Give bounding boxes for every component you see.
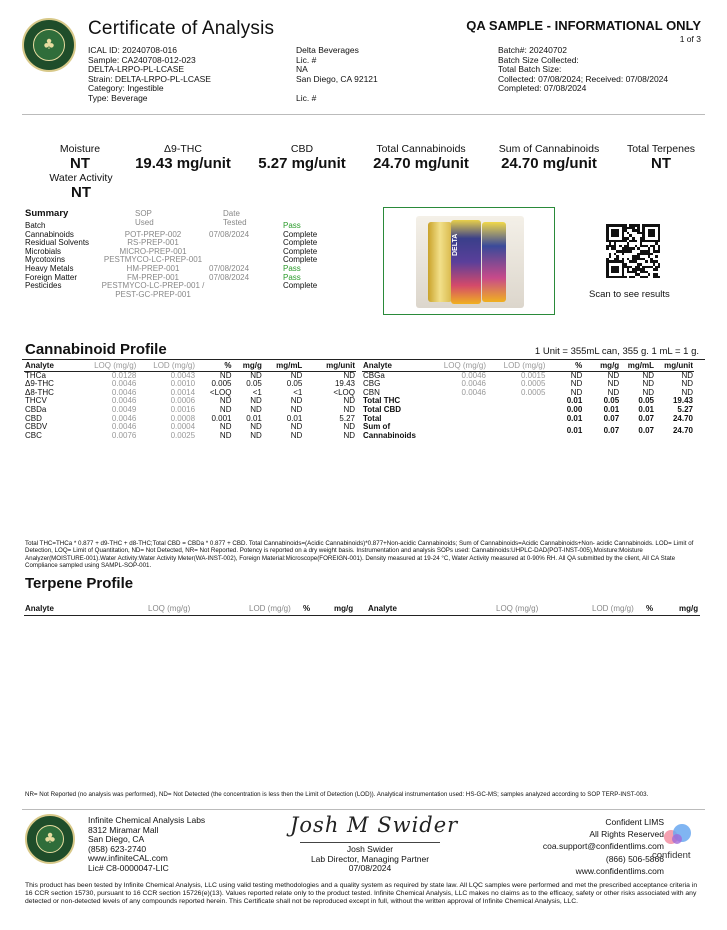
cell-mg-ml: ND — [290, 404, 303, 414]
document-title: Certificate of Analysis — [88, 18, 275, 39]
signer-info — [290, 845, 450, 874]
summary-result: Complete — [283, 255, 318, 265]
col-mg-g: mg/g — [583, 362, 620, 371]
can-image — [451, 220, 481, 304]
summary-result: Complete — [283, 281, 318, 291]
cell-mg-unit: 19.43 — [672, 396, 693, 406]
metric-value: NT — [71, 184, 91, 201]
cell-mg-ml: ND — [290, 396, 303, 406]
cell-mg-unit: ND — [681, 379, 693, 389]
cell-loq: 0.0046 — [111, 396, 137, 406]
col-mg-g-2: mg/g — [679, 604, 699, 613]
cell-mg-g: 0.05 — [603, 396, 620, 406]
summary-col-sop: SOP Used — [135, 209, 154, 227]
cell-lod: 0.0005 — [520, 379, 546, 389]
can-image — [482, 222, 506, 302]
summary-test-name: Pesticides — [25, 281, 62, 291]
client-blank — [296, 84, 486, 94]
summary-date: 07/08/2024 — [209, 272, 250, 282]
cell-percent: ND — [570, 379, 583, 389]
summary-sop: FM-PREP-001 — [126, 272, 179, 282]
col-percent: % — [196, 362, 232, 371]
lab-license: Lic# C8-0000047-LIC — [88, 862, 169, 873]
summary-test-name: Foreign Matter — [25, 272, 78, 282]
col-percent: % — [546, 362, 583, 371]
cell-mg-unit: ND — [343, 422, 355, 432]
cell-lod: 0.0010 — [170, 379, 196, 389]
col-analyte-2: Analyte — [368, 604, 397, 613]
batch-size-collected: Batch Size Collected: — [498, 54, 579, 65]
metric-value: NT — [651, 155, 671, 172]
cannabinoid-profile-title: Cannabinoid Profile — [25, 341, 167, 358]
col-mg-ml: mg/mL — [263, 362, 303, 371]
cell-analyte: CBC — [25, 430, 42, 440]
cell-lod — [487, 406, 546, 415]
cell-mg-ml: ND — [290, 430, 303, 440]
cell-mg-unit: ND — [343, 404, 355, 414]
metric-water-activity — [36, 172, 126, 201]
col-lod: LOD (mg/g) — [249, 604, 291, 613]
summary-sop: MICRO-PREP-001 — [119, 246, 187, 256]
cell-analyte: CBGa — [363, 370, 385, 380]
cell-mg-ml: ND — [642, 379, 654, 389]
metric-total-terpenes — [618, 143, 704, 172]
cell-lod: 0.0015 — [520, 370, 546, 380]
col-loq: LOQ (mg/g) — [148, 604, 191, 613]
metric-d9thc — [123, 143, 243, 172]
signature: Josh M Swider — [290, 813, 459, 837]
summary-sop: PESTMYCO-LC-PREP-001 — [103, 255, 203, 265]
cell-mg-unit: 5.27 — [677, 404, 693, 414]
cell-loq — [428, 423, 487, 440]
col-loq: LOQ (mg/g) — [85, 362, 138, 371]
cell-loq: 0.0046 — [461, 379, 486, 389]
metric-value: 5.27 mg/unit — [258, 155, 346, 172]
lims-name: Confident LIMS — [605, 817, 664, 827]
lims-website[interactable]: www.confidentlims.com — [575, 865, 664, 876]
cell-loq: 0.0076 — [111, 430, 137, 440]
metric-value: 24.70 mg/unit — [501, 155, 597, 172]
cell-lod — [487, 415, 546, 424]
cell-lod: 0.0025 — [170, 430, 196, 440]
summary-row — [25, 282, 325, 299]
cell-loq — [428, 406, 487, 415]
col-mg-g: mg/g — [334, 604, 354, 613]
cell-mg-unit: <LOQ — [333, 387, 355, 397]
summary-result: Complete — [283, 229, 318, 239]
cell-mg-ml: 0.01 — [638, 404, 654, 414]
table-header — [362, 362, 694, 371]
cell-mg-ml: 0.05 — [638, 396, 654, 406]
cell-loq: 0.0046 — [461, 387, 486, 397]
summary-sop: POT-PREP-002 — [124, 229, 182, 239]
cell-percent: ND — [219, 396, 232, 406]
sample-info-col1 — [88, 46, 288, 104]
client-name: Delta Beverages — [296, 45, 359, 55]
lab-city: San Diego, CA — [88, 834, 145, 845]
cell-percent: <LOQ — [209, 387, 232, 397]
col-mg-unit: mg/unit — [303, 362, 356, 371]
metric-value: 19.43 mg/unit — [135, 155, 231, 172]
col-lod: LOD (mg/g) — [137, 362, 196, 371]
cell-lod: 0.0008 — [170, 413, 196, 423]
summary-test-name: Batch — [25, 221, 46, 230]
cell-mg-unit: ND — [681, 370, 693, 380]
cell-mg-g: ND — [607, 379, 620, 389]
table-header — [24, 362, 356, 371]
metric-sum-cannabinoids — [488, 143, 610, 172]
summary-title: Summary — [25, 208, 69, 219]
summary-rows — [25, 222, 365, 299]
summary-test-name: Residual Solvents — [25, 238, 90, 248]
cell-mg-unit: ND — [343, 430, 355, 440]
cell-mg-g: ND — [250, 430, 262, 440]
total-batch-size: Total Batch Size: — [498, 64, 562, 75]
cell-mg-unit: ND — [343, 370, 355, 380]
client-license: Lic. # — [296, 54, 317, 65]
cell-mg-g: 0.01 — [246, 413, 262, 423]
cell-analyte: CBD — [25, 413, 42, 423]
sample-id: Sample: CA240708-012-023 — [88, 54, 196, 65]
ical-id: ICAL ID: 20240708-016 — [88, 45, 177, 55]
cell-lod: 0.0014 — [170, 387, 196, 397]
footer-divider — [22, 809, 705, 810]
cell-mg-g: <1 — [252, 387, 262, 397]
summary-result: Pass — [283, 221, 301, 230]
table-row — [362, 415, 694, 424]
cell-loq: 0.0128 — [111, 370, 137, 380]
unit-note: 1 Unit = 355mL can, 355 g. 1 mL = 1 g. — [534, 346, 699, 357]
terpene-footnote: NR= Not Reported (no analysis was performed), ND= Not Detected (the concentration is less then the Limit of Detection (LOD)). Analytical instrumentation used: HS-GC-MS; samples analyzed according to SOP TERP-INST-003. — [25, 791, 649, 798]
confident-logo-text: confident — [652, 850, 691, 861]
footer-lab-info — [88, 816, 268, 874]
signer-name: Josh Swider — [346, 844, 394, 854]
cell-loq: 0.0049 — [111, 404, 137, 414]
cell-percent: ND — [219, 370, 232, 380]
qr-code[interactable] — [606, 224, 660, 278]
tree-icon: ♣ — [43, 831, 57, 847]
signer-title: Lab Director, Managing Partner — [310, 853, 430, 864]
col-percent-2: % — [646, 604, 654, 613]
table-row — [24, 432, 356, 441]
cannabinoid-table-left — [24, 362, 356, 440]
cell-mg-g: ND — [250, 404, 262, 414]
cell-analyte: Δ9-THC — [25, 379, 54, 389]
cell-lod: 0.0006 — [170, 396, 196, 406]
cell-percent: ND — [570, 387, 583, 397]
col-analyte: Analyte — [24, 362, 85, 371]
summary-sop: RS-PREP-001 — [127, 238, 179, 248]
cannabinoid-divider — [22, 359, 705, 360]
cell-percent: ND — [219, 404, 232, 414]
cell-analyte: CBDa — [25, 404, 47, 414]
can-image — [428, 222, 452, 302]
cell-percent: 0.001 — [211, 413, 232, 423]
lims-phone: (866) 506-5866 — [605, 853, 664, 864]
cell-mg-ml: 0.05 — [286, 379, 303, 389]
summary-test-name: Cannabinoids — [25, 229, 74, 239]
col-lod: LOD (mg/g) — [487, 362, 546, 371]
cell-analyte: Sum of Cannabinoids — [363, 422, 416, 440]
metric-label: Water Activity — [49, 172, 113, 184]
cell-mg-unit: 5.27 — [339, 413, 355, 423]
terpene-profile-title: Terpene Profile — [25, 575, 134, 592]
cell-analyte: CBN — [363, 387, 380, 397]
qa-banner: QA SAMPLE - INFORMATIONAL ONLY — [466, 18, 701, 33]
cell-analyte: Total — [363, 413, 382, 423]
cell-lod — [487, 423, 546, 440]
summary-col-date: Date Tested — [223, 209, 247, 227]
cell-percent: 0.01 — [566, 413, 583, 423]
lab-address: 8312 Miramar Mall — [88, 824, 159, 835]
header-divider — [22, 114, 705, 115]
signed-date: 07/08/2024 — [348, 863, 392, 874]
client-address: NA — [296, 64, 308, 75]
cell-mg-ml: <1 — [293, 387, 303, 397]
cell-percent: ND — [570, 370, 583, 380]
cell-mg-g: ND — [607, 370, 620, 380]
cell-percent: 0.01 — [566, 396, 583, 406]
cell-lod — [487, 397, 546, 406]
metric-label: Total Cannabinoids — [376, 143, 466, 155]
cell-mg-unit: 24.70 — [672, 426, 693, 436]
completed-date: Completed: 07/08/2024 — [498, 83, 587, 94]
cell-mg-g: 0.07 — [603, 413, 620, 423]
cell-analyte: CBG — [363, 379, 381, 389]
summary-sop: PESTMYCO-LC-PREP-001 / PEST-GC-PREP-001 — [101, 281, 205, 299]
cell-loq — [428, 415, 487, 424]
cell-lod: 0.0016 — [170, 404, 196, 414]
cannabinoid-table-right — [362, 362, 694, 440]
cell-mg-ml: 0.07 — [638, 426, 654, 436]
cell-mg-ml: 0.07 — [638, 413, 654, 423]
lims-email[interactable]: coa.support@confidentlims.com — [542, 841, 664, 852]
type: Type: Beverage — [88, 92, 148, 103]
cell-analyte: Δ8-THC — [25, 387, 54, 397]
metric-label: Δ9-THC — [164, 143, 202, 155]
tree-icon: ♣ — [42, 37, 56, 53]
cell-loq: 0.0046 — [111, 387, 137, 397]
cell-percent: 0.005 — [211, 379, 232, 389]
page-number: 1 of 3 — [679, 34, 701, 44]
summary-test-name: Microbials — [25, 246, 62, 256]
cell-analyte: THCa — [25, 370, 46, 380]
cell-mg-g: 0.05 — [246, 379, 262, 389]
lims-rights: All Rights Reserved — [589, 829, 664, 840]
cell-mg-unit: ND — [681, 387, 693, 397]
col-mg-unit: mg/unit — [655, 362, 694, 371]
col-analyte: Analyte — [362, 362, 428, 371]
terpene-header — [24, 604, 700, 616]
can-label: DELTA — [452, 233, 459, 256]
lab-website[interactable]: www.infiniteCAL.com — [88, 853, 168, 864]
cell-mg-g: ND — [250, 370, 262, 380]
col-loq: LOQ (mg/g) — [428, 362, 487, 371]
summary-sop: HM-PREP-001 — [126, 263, 180, 273]
cell-mg-unit: 19.43 — [334, 379, 355, 389]
metric-cbd — [246, 143, 358, 172]
metric-moisture — [40, 143, 120, 172]
cell-percent: 0.00 — [566, 404, 583, 414]
summary-date: 07/08/2024 — [209, 263, 250, 273]
cell-mg-ml: ND — [642, 370, 654, 380]
summary-date — [209, 248, 271, 257]
cell-lod: 0.0004 — [170, 422, 196, 432]
metric-value: 24.70 mg/unit — [373, 155, 469, 172]
metric-label: Moisture — [59, 143, 101, 155]
col-percent: % — [303, 604, 311, 613]
strain: Strain: DELTA-LRPO-PL-LCASE — [88, 73, 211, 84]
cell-mg-g: ND — [607, 387, 620, 397]
cell-loq: 0.0046 — [461, 370, 486, 380]
cell-mg-ml: ND — [290, 370, 303, 380]
cell-loq: 0.0046 — [111, 413, 137, 423]
lims-info — [470, 816, 664, 877]
metric-label: Total Terpenes — [626, 143, 696, 155]
col-mg-g: mg/g — [232, 362, 262, 371]
cell-mg-g: 0.01 — [603, 404, 620, 414]
cell-loq — [428, 397, 487, 406]
cell-mg-ml: ND — [642, 387, 654, 397]
cell-analyte: Total CBD — [363, 404, 402, 414]
metric-label: CBD — [290, 143, 314, 155]
cell-analyte: THCV — [25, 396, 47, 406]
client-city: San Diego, CA 92121 — [296, 73, 378, 84]
summary-date: 07/08/2024 — [209, 229, 250, 239]
metric-total-cannabinoids — [360, 143, 482, 172]
disclaimer: This product has been tested by Infinite Chemical Analysis, LLC using valid testing methodologies and a quality system as required by state law. All LQC samples were performed and met the prescribed acceptance criteria in 16 CCR section 15730, pursuant to 16 CCR section 15726(e)(13). Values reported relate only to the product tested. Infinite Chemical Analysis, LLC makes no claims as to the efficacy, safety or other risks associated with any detected or non-detected levels of any compounds reported herein. This Certificate shall not be reproduced except in full, without the written approval of Infinite Chemical Analysis, LLC. — [25, 882, 698, 905]
cell-mg-ml: ND — [290, 422, 303, 432]
metric-value: NT — [70, 155, 90, 172]
collected-received: Collected: 07/08/2024; Received: 07/08/2024 — [498, 73, 669, 84]
footer-lab-logo — [25, 814, 75, 864]
col-loq-2: LOQ (mg/g) — [496, 604, 539, 613]
cell-mg-g: 0.07 — [603, 426, 620, 436]
table-row — [362, 423, 694, 440]
summary-test-name: Mycotoxins — [25, 255, 66, 265]
cell-loq: 0.0046 — [111, 422, 137, 432]
logo-text — [24, 20, 25, 21]
product-image — [383, 207, 555, 315]
summary-result: Complete — [283, 238, 318, 248]
confident-logo-icon — [664, 822, 694, 848]
cell-lod: 0.0005 — [520, 387, 546, 397]
summary-date — [209, 282, 271, 299]
metric-label: Sum of Cannabinoids — [498, 143, 600, 155]
summary-result: Complete — [283, 246, 318, 256]
sample-name: DELTA-LRPO-PL-LCASE — [88, 64, 185, 75]
cell-loq: 0.0046 — [111, 379, 137, 389]
summary-result: Pass — [283, 272, 301, 282]
col-analyte: Analyte — [25, 604, 54, 613]
signature-line — [300, 842, 440, 843]
lab-logo — [22, 18, 76, 72]
qr-caption: Scan to see results — [589, 289, 670, 300]
summary-result: Pass — [283, 263, 301, 273]
batch-number: Batch#: 20240702 — [498, 45, 568, 55]
cell-mg-g: ND — [250, 396, 262, 406]
cell-mg-g: ND — [250, 422, 262, 432]
summary-test-name: Heavy Metals — [25, 263, 74, 273]
cell-percent: 0.01 — [566, 426, 583, 436]
cell-mg-unit: ND — [343, 396, 355, 406]
cell-percent: ND — [219, 430, 232, 440]
lab-name: Infinite Chemical Analysis Labs — [88, 815, 206, 825]
col-lod-2: LOD (mg/g) — [592, 604, 634, 613]
col-mg-ml: mg/mL — [620, 362, 655, 371]
lab-phone: (858) 623-2740 — [88, 843, 147, 854]
cell-mg-unit: 24.70 — [672, 413, 693, 423]
client-license-2: Lic. # — [296, 92, 317, 103]
cell-analyte: Total THC — [363, 396, 401, 406]
sample-info-col3 — [498, 46, 708, 94]
cell-lod: 0.0043 — [170, 370, 196, 380]
summary-date — [209, 239, 271, 248]
cannabinoid-footnote: Total THC=THCa * 0.877 + d9-THC + d8-THC;Total CBD = CBDa * 0.877 + CBD. Total Cannabinoids=(Acidic Cannabinoids)*0.877+Non-acidic Cannabinoids; Sum of Cannabinoids=Acidic Cannabinoids+Non- acidic Cannabinoids. LOD= Limit of Detection, LOQ= Limit of Quantitation, ND= Not Detected, NR= Not Reported. Potency is reported on a dry weight basis. Instrumentation and analysis SOPs used: Cannabinoids:UHPLC-DAD(POT-INST-005),Moisture:Moisture Analyzer(MOISTURE-001).Water Activity:Water Activity Meter(WA-INST-002), Foreign Material:Microscope(FOREIGN-001). Density measured at 19-24 °C, Water Activity measured at 0-90% RH. All QA submitted by the client, All CA State Compliance sampled using SAMPL-SOP-001. — [25, 540, 694, 570]
cell-analyte: CBDV — [25, 422, 48, 432]
category: Category: Ingestible — [88, 83, 164, 94]
sample-info-col2 — [296, 46, 486, 104]
cell-mg-ml: 0.01 — [286, 413, 303, 423]
cell-percent: ND — [219, 422, 232, 432]
